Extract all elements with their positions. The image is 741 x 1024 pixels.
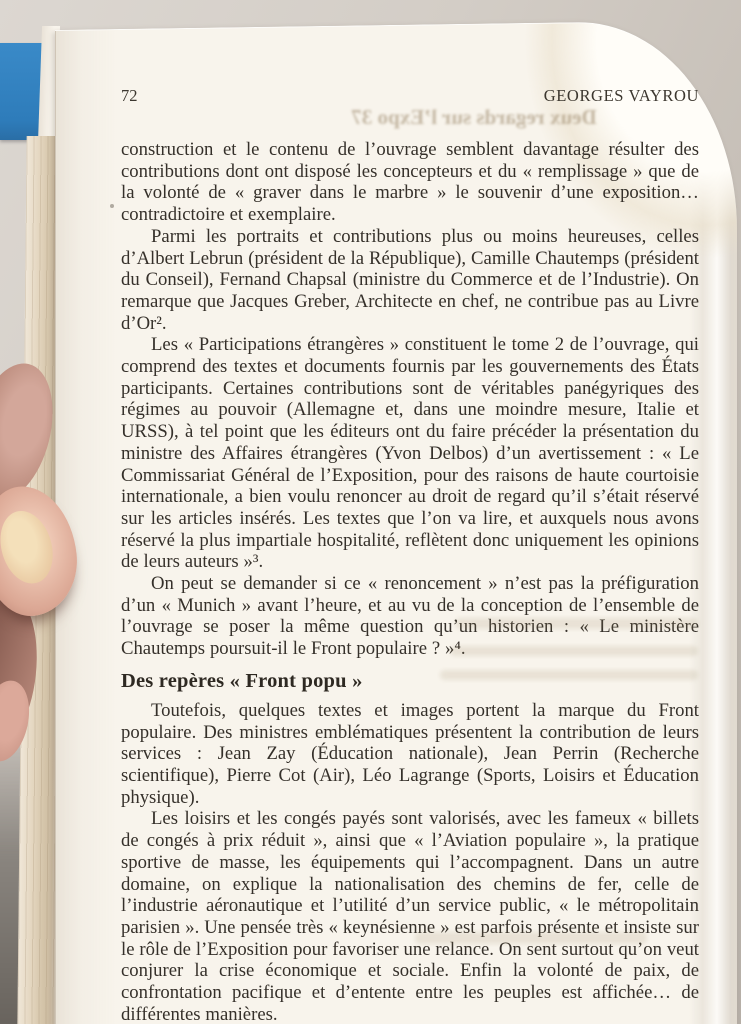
body-paragraph: Les « Participations étrangères » constituent le tome 2 de l’ouvrage, qui comprend des textes et documents fournis par les gouvernements des États participants. Certaines contributions sont de véritables panégyriques des régimes au pouvoir (Allemagne et, dans une moindre mesure, Italie et URSS), à tel point que les éditeurs ont du faire précéder la présentation du ministre des Affaires étrangères (Yvon Delbos) d’un avertissement : « Le Commissariat Général de l’Exposition, pour des raisons de haute courtoisie internationale, a bien voulu renoncer au droit de regard qu’il s’était réservé sur les articles insérés. Les textes que l’on va lire, et auxquels nous avons réservé la plus impartiale hospitalité, reflètent donc uniquement les opinions de leurs auteurs »³. [121, 334, 699, 573]
paper-speck [110, 204, 114, 208]
page-header [121, 86, 699, 106]
body-paragraph: Les loisirs et les congés payés sont valorisés, avec les fameux « billets de congés à prix réduit », ainsi que « l’Aviation populaire », la pratique sportive de masse, les équipements qui l’accompagnent. Dans un autre domaine, on explique la nationalisation des chemins de fer, celle de l’industrie aéronautique et l’utilité d’un service public, « le métropolitain parisien ». Une pensée très « keynésienne » est parfois présente et insiste sur le rôle de l’Exposition pour favoriser une relance. On sent surtout qu’on veut conjurer la crise économique et sociale. Enfin la volonté de paix, de confrontation pacifique et d’entente entre les peuples est affichée… de différentes manières. [121, 808, 699, 1024]
running-header: GEORGES VAYROU [543, 86, 699, 105]
page-content [55, 30, 737, 1024]
blue-bookmark [0, 43, 42, 140]
body-paragraph: Parmi les portraits et contributions plus ou moins heureuses, celles d’Albert Lebrun (président de la République), Camille Chautemps (président du Conseil), Fernand Chapsal (ministre du Commerce et de l’Industrie). On remarque que Jacques Greber, Architecte en chef, ne contribue pas au Livre d’Or². [121, 225, 699, 334]
section-heading: Des repères « Front popu » [121, 669, 363, 692]
body-paragraph: On peut se demander si ce « renoncement » n’est pas la préfiguration d’un « Munich » avant l’heure, et au vu de la conception de l’ensemble de l’ouvrage se poser la même question qu’un historien : « Le ministère Chautemps poursuit-il le Front populaire ? »⁴. [121, 573, 699, 660]
body-paragraph: Toutefois, quelques textes et images portent la marque du Front populaire. Des ministres emblématiques présentent la contribution de leurs services : Jean Zay (Éducation nationale), Jean Perrin (Recherche scientifique), Pierre Cot (Air), Léo Lagrange (Sports, Loisirs et Éducation physique). [121, 699, 699, 808]
body-paragraph: construction et le contenu de l’ouvrage semblent davantage résulter des contributions dont ont disposé les concepteurs et du « remplissage » que de la volonté de « graver dans le marbre » le souvenir d’une exposition… contradictoire et exemplaire. [121, 139, 699, 226]
page-number: 72 [121, 86, 138, 105]
body-text [121, 139, 699, 1024]
show-through-title: Deux regards sur l’Expo 37 [351, 105, 597, 129]
thumbnail [0, 505, 61, 590]
